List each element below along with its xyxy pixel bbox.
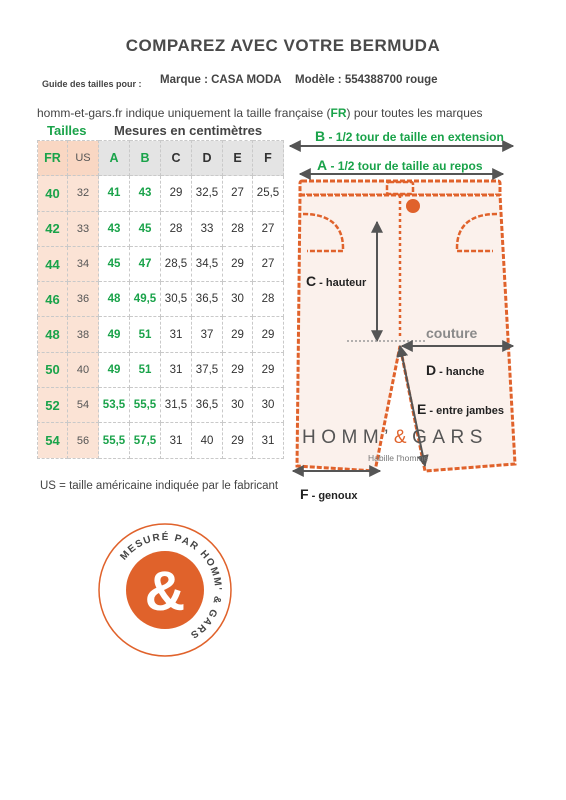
table-cell: 32 xyxy=(68,176,99,211)
table-cell: 36,5 xyxy=(192,282,223,317)
label-c-text: - hauteur xyxy=(316,277,367,289)
label-b-letter: B xyxy=(315,128,326,144)
table-cell: 37,5 xyxy=(192,352,223,387)
label-c-letter: C xyxy=(306,273,317,289)
table-cell: 57,5 xyxy=(130,423,161,458)
table-cell: 28 xyxy=(253,282,284,317)
table-cell: 48 xyxy=(99,282,130,317)
table-cell: 55,5 xyxy=(130,388,161,423)
table-row xyxy=(38,352,284,387)
stamp-ring-text: MESURÉ PAR HOMM' & GARS xyxy=(118,531,224,641)
table-cell: 36,5 xyxy=(192,388,223,423)
table-cell: 55,5 xyxy=(99,423,130,458)
table-cell: 31 xyxy=(161,352,192,387)
table-cell: 46 xyxy=(38,282,68,317)
table-cell: 50 xyxy=(38,352,68,387)
table-cell: 38 xyxy=(68,317,99,352)
label-d xyxy=(426,362,484,378)
table-cell: 43 xyxy=(130,176,161,211)
table-header-row xyxy=(38,141,284,176)
col-header-f: F xyxy=(253,141,284,176)
table-cell: 44 xyxy=(38,246,68,281)
table-cell: 29 xyxy=(223,317,253,352)
table-cell: 31 xyxy=(161,317,192,352)
label-a xyxy=(317,157,483,173)
table-cell: 30 xyxy=(223,282,253,317)
table-cell: 25,5 xyxy=(253,176,284,211)
table-cell: 45 xyxy=(130,211,161,246)
size-table xyxy=(37,140,284,459)
table-row xyxy=(38,211,284,246)
model-label: Modèle : 554388700 rouge xyxy=(295,74,438,86)
info-prefix: homm-et-gars.fr indique uniquement la taille française ( xyxy=(37,106,331,120)
label-b-text: - 1/2 tour de taille en extension xyxy=(325,130,504,144)
table-row xyxy=(38,282,284,317)
page-title: COMPAREZ AVEC VOTRE BERMUDA xyxy=(125,36,441,55)
logo-amp: & xyxy=(393,427,413,448)
table-cell: 48 xyxy=(38,317,68,352)
table-cell: 47 xyxy=(130,246,161,281)
table-row xyxy=(38,246,284,281)
table-cell: 31 xyxy=(161,423,192,458)
table-cell: 30 xyxy=(223,388,253,423)
size-info-line xyxy=(37,106,483,120)
table-cell: 28,5 xyxy=(161,246,192,281)
table-cell: 28 xyxy=(223,211,253,246)
col-header-a: A xyxy=(99,141,130,176)
col-header-c: C xyxy=(161,141,192,176)
label-f-letter: F xyxy=(300,486,309,502)
table-cell: 29 xyxy=(223,246,253,281)
table-row xyxy=(38,176,284,211)
table-cell: 28 xyxy=(161,211,192,246)
label-d-text: - hanche xyxy=(436,366,485,378)
table-cell: 40 xyxy=(68,352,99,387)
info-suffix: ) pour toutes les marques xyxy=(346,106,483,120)
table-cell: 51 xyxy=(130,352,161,387)
table-cell: 30,5 xyxy=(161,282,192,317)
col-header-d: D xyxy=(192,141,223,176)
table-cell: 52 xyxy=(38,388,68,423)
couture-label: couture xyxy=(426,325,478,341)
table-row xyxy=(38,423,284,458)
guide-label: Guide des tailles pour : xyxy=(42,79,142,89)
label-e xyxy=(417,401,504,417)
col-header-e: E xyxy=(223,141,253,176)
stamp-ampersand: & xyxy=(144,559,186,622)
label-e-text: - entre jambes xyxy=(426,405,504,417)
label-a-text: - 1/2 tour de taille au repos xyxy=(327,159,483,173)
label-d-letter: D xyxy=(426,362,437,378)
logo-right: GARS xyxy=(412,427,488,448)
table-cell: 37 xyxy=(192,317,223,352)
table-cell: 54 xyxy=(38,423,68,458)
table-row xyxy=(38,388,284,423)
label-b xyxy=(315,128,504,144)
col-header-us: US xyxy=(68,141,99,176)
table-cell: 27 xyxy=(253,246,284,281)
table-cell: 49 xyxy=(99,352,130,387)
label-c xyxy=(306,273,366,289)
table-cell: 31,5 xyxy=(161,388,192,423)
tailles-heading: Tailles xyxy=(47,123,87,138)
table-cell: 32,5 xyxy=(192,176,223,211)
table-cell: 54 xyxy=(68,388,99,423)
table-cell: 31 xyxy=(253,423,284,458)
brand-logo xyxy=(302,427,488,449)
table-cell: 40 xyxy=(192,423,223,458)
table-cell: 53,5 xyxy=(99,388,130,423)
table-cell: 30 xyxy=(253,388,284,423)
table-cell: 45 xyxy=(99,246,130,281)
label-f xyxy=(300,486,357,502)
table-cell: 29 xyxy=(223,423,253,458)
table-cell: 34 xyxy=(68,246,99,281)
table-cell: 29 xyxy=(223,352,253,387)
table-cell: 56 xyxy=(68,423,99,458)
logo-left: HOMM’ xyxy=(302,427,394,448)
label-f-text: - genoux xyxy=(308,490,358,502)
brand-label: Marque : CASA MODA xyxy=(160,74,282,86)
table-cell: 33 xyxy=(192,211,223,246)
table-cell: 27 xyxy=(253,211,284,246)
stamp-seal xyxy=(95,520,235,660)
table-cell: 49,5 xyxy=(130,282,161,317)
table-cell: 34,5 xyxy=(192,246,223,281)
button-icon xyxy=(406,199,420,213)
table-row xyxy=(38,317,284,352)
label-e-letter: E xyxy=(417,401,427,417)
table-cell: 29 xyxy=(253,317,284,352)
us-note: US = taille américaine indiquée par le fabricant xyxy=(40,480,279,492)
table-cell: 43 xyxy=(99,211,130,246)
logo-tagline: Habille l'homme xyxy=(368,453,429,463)
mesures-heading: Mesures en centimètres xyxy=(114,123,263,138)
table-cell: 27 xyxy=(223,176,253,211)
table-cell: 51 xyxy=(130,317,161,352)
label-a-letter: A xyxy=(317,157,328,173)
table-cell: 29 xyxy=(253,352,284,387)
table-cell: 33 xyxy=(68,211,99,246)
col-header-b: B xyxy=(130,141,161,176)
table-cell: 40 xyxy=(38,176,68,211)
table-cell: 41 xyxy=(99,176,130,211)
info-fr: FR xyxy=(330,106,347,120)
table-cell: 29 xyxy=(161,176,192,211)
table-cell: 49 xyxy=(99,317,130,352)
table-cell: 36 xyxy=(68,282,99,317)
col-header-fr: FR xyxy=(38,141,68,176)
table-cell: 42 xyxy=(38,211,68,246)
